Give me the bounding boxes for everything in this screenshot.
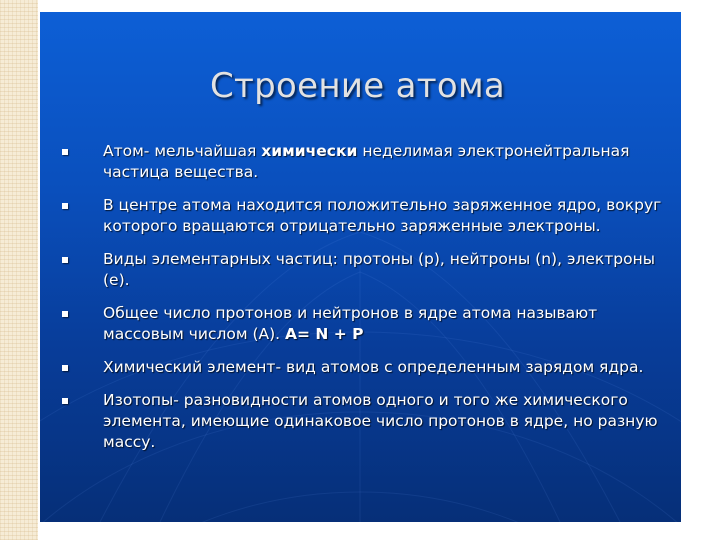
square-bullet-icon [62, 203, 68, 209]
bullet-text-start: Атом- мельчайшая [103, 142, 262, 160]
mass-number-formula: А= N + P [285, 325, 364, 343]
bullet-item-isotopes [62, 390, 662, 453]
bullet-item-chemical-element [62, 357, 662, 378]
bullet-item-mass-number [62, 303, 662, 345]
bullet-text: Виды элементарных частиц: протоны (р), нейтроны (n), электроны (е). [103, 250, 655, 289]
bullet-text: В центре атома находится положительно заряженное ядро, вокруг которого вращаются отрицательно заряженные электроны. [103, 196, 662, 235]
bullet-text: Химический элемент- вид атомов с определенным зарядом ядра. [103, 358, 644, 376]
bullet-text-bold: химически [261, 142, 358, 160]
bullet-text-start: Общее число протонов и нейтронов в ядре атома называют массовым числом (А). [103, 304, 598, 343]
square-bullet-icon [62, 257, 68, 263]
bullet-item-particles [62, 249, 662, 291]
bullet-list [62, 141, 662, 465]
square-bullet-icon [62, 149, 68, 155]
decorative-left-strip [0, 0, 38, 540]
slide-title: Строение атома [210, 66, 506, 106]
square-bullet-icon [62, 398, 68, 404]
presentation-slide [40, 12, 681, 522]
square-bullet-icon [62, 311, 68, 317]
bullet-text: Изотопы- разновидности атомов одного и того же химического элемента, имеющие одинаковое число протонов в ядре, но разную массу. [103, 391, 658, 451]
bullet-text-end: неделимая электронейтральная частица вещества. [103, 142, 630, 181]
bullet-item-nucleus [62, 195, 662, 237]
square-bullet-icon [62, 365, 68, 371]
bullet-item-atom-definition [62, 141, 662, 183]
